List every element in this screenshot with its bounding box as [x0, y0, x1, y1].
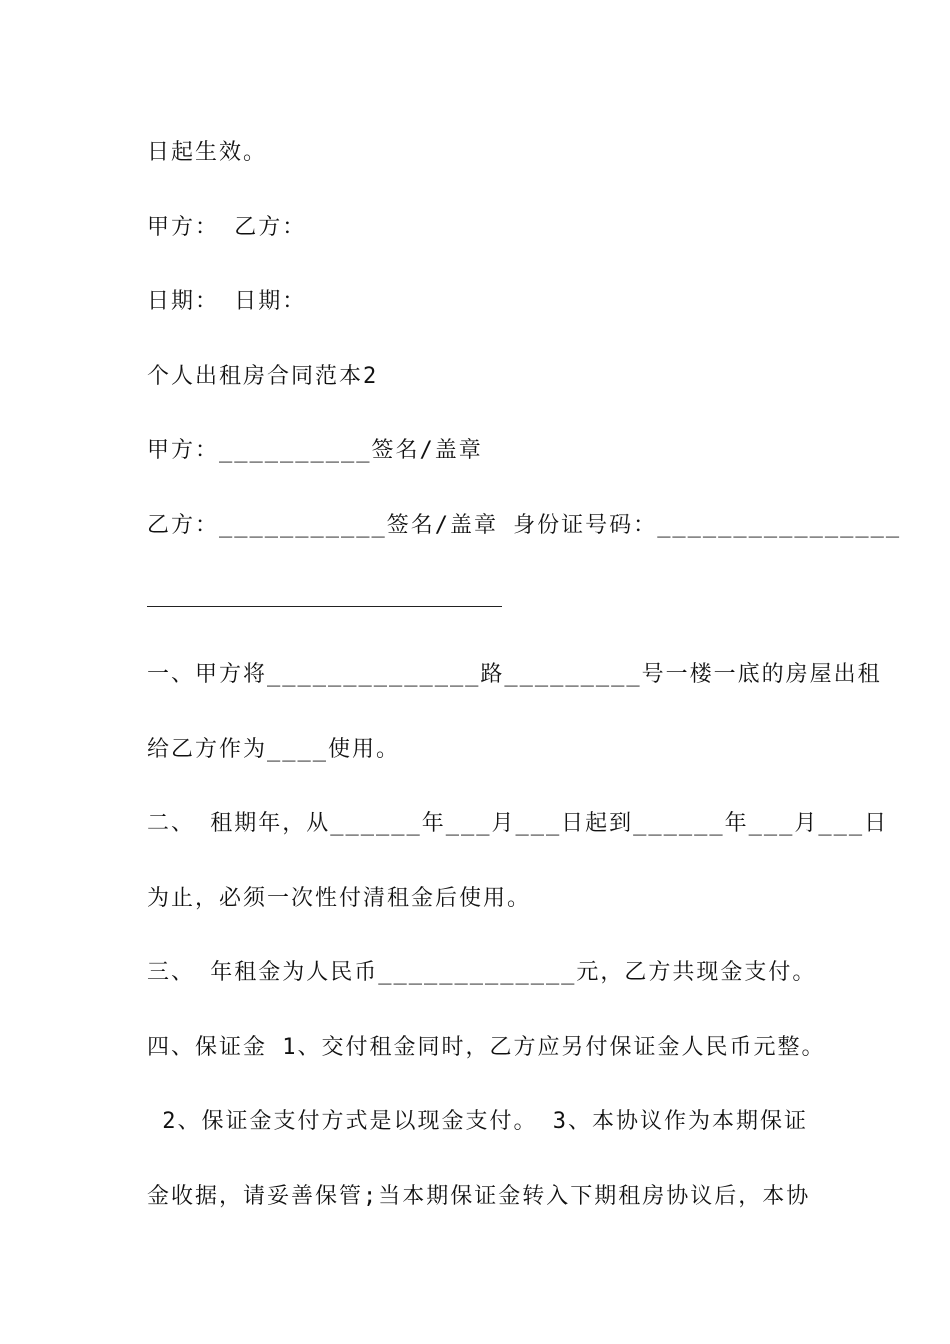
text-line-party-b-sign: 乙方：___________签名/盖章 身份证号码：________________	[147, 513, 902, 538]
blank-underline	[147, 606, 502, 607]
clause-1-line-2: 给乙方作为____使用。	[147, 737, 400, 762]
contract-title: 个人出租房合同范本2	[147, 364, 379, 389]
clause-4-line-3: 金收据，请妥善保管;当本期保证金转入下期租房协议后，本协	[147, 1184, 811, 1209]
text-line-party-a-sign: 甲方：__________签名/盖章	[147, 438, 483, 463]
text-line-effective: 日起生效。	[147, 140, 268, 165]
clause-4-line-2: 2、保证金支付方式是以现金支付。 3、本协议作为本期保证	[147, 1109, 808, 1134]
clause-2-line-1: 二、 租期年，从______年___月___日起到______年___月___日	[147, 811, 889, 836]
text-line-parties: 甲方： 乙方：	[147, 215, 307, 240]
clause-1-line-1: 一、甲方将______________路_________号一楼一底的房屋出租	[147, 662, 882, 687]
clause-4-line-1: 四、保证金 1、交付租金同时，乙方应另付保证金人民币元整。	[147, 1035, 826, 1060]
clause-2-line-2: 为止，必须一次性付清租金后使用。	[147, 886, 532, 911]
text-line-dates: 日期： 日期：	[147, 289, 307, 314]
clause-3-line: 三、 年租金为人民币_____________元，乙方共现金支付。	[147, 960, 817, 985]
